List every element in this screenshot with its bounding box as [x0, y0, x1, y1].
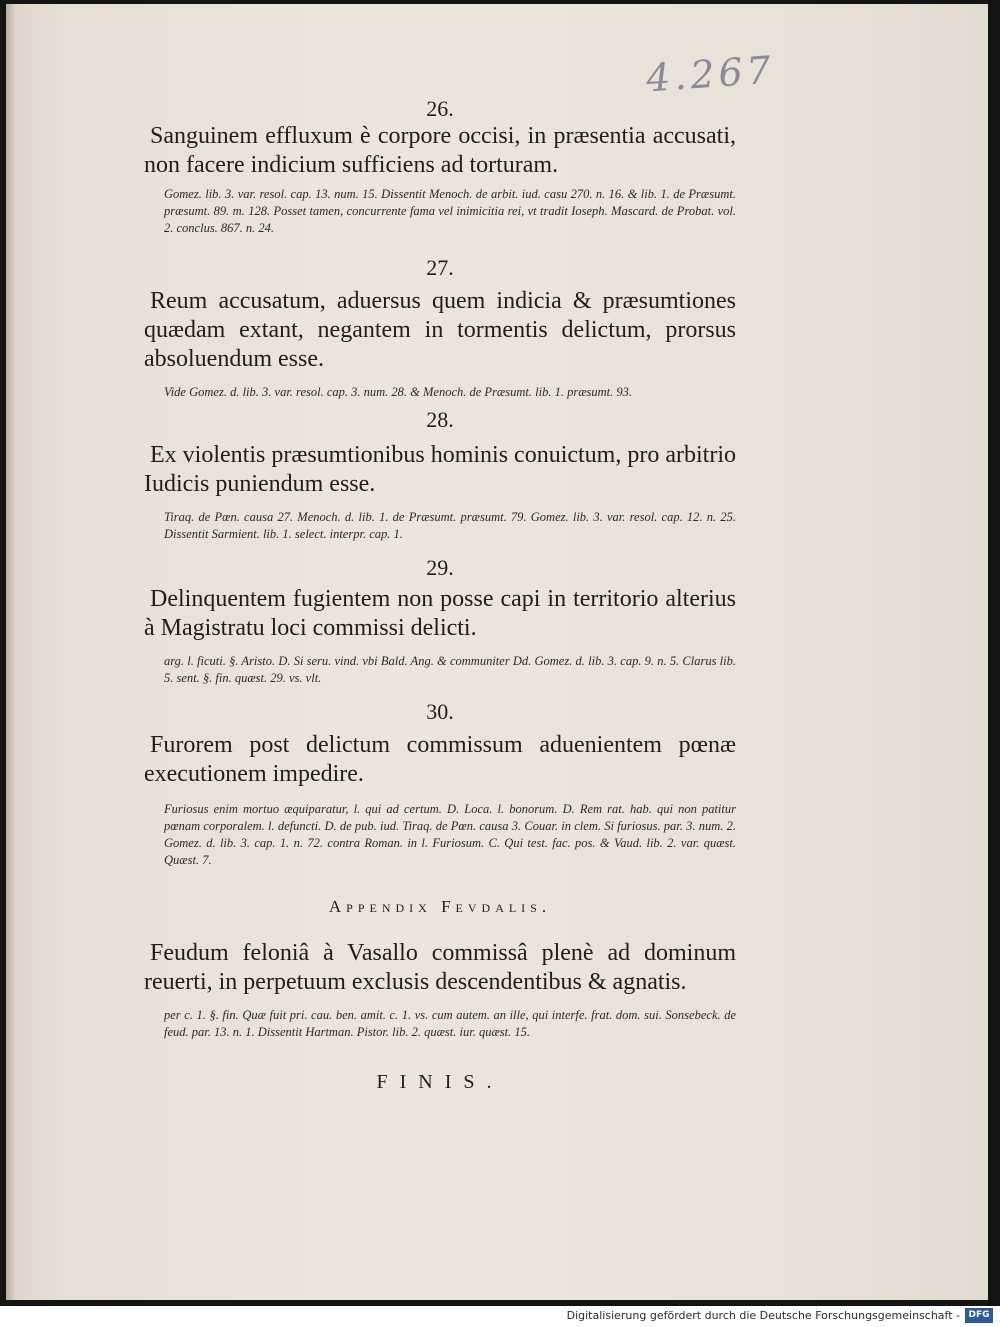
appendix-citation: per c. 1. §. fin. Quæ fuit pri. cau. ben. amit. c. 1. vs. cum autem. an ille, qui interfe. frat. dom. sui. Sonsebeck. de feud. par. 13. n. 1. Dissentit Hartman. Pistor. lib. 2. quæst. iur. quæst. 15. [164, 1008, 736, 1039]
entry-thesis: Ex violentis præsumtionibus hominis conuictum, pro arbitrio Iudicis puniendum esse. [144, 442, 736, 497]
entry-29 [144, 555, 736, 687]
entry-citation: Gomez. lib. 3. var. resol. cap. 13. num. 15. Dissentit Menoch. de arbit. iud. casu 270. n. 16. & lib. 1. de Præsumt. præsumt. 89. m. 128. Posset tamen, concurrente fama vel inimicitia rei, vt tradit Ioseph. Mascard. de Probat. vol. 2. conclus. 867. n. 24. [164, 187, 736, 235]
appendix-thesis: Feudum feloniâ à Vasallo commissâ plenè ad dominum reuerti, in perpetuum exclusis descendentibus & agnatis. [144, 940, 736, 995]
entry-number: 26. [426, 96, 454, 121]
entry-30 [144, 699, 736, 869]
entry-26 [144, 96, 736, 237]
handwritten-folio-mark: 4.267 [644, 47, 777, 101]
entry-thesis: Furorem post delictum commissum aduenientem pœnæ executionem impedire. [144, 732, 736, 787]
entry-citation: Furiosus enim mortuo æquiparatur, l. qui ad certum. D. Loca. l. bonorum. D. Rem rat. hab. qui non patitur pœnam corporalem. l. defuncti. D. de pub. iud. Tiraq. de Pœn. causa 3. Couar. in clem. Si furiosus. par. 3. num. 2. Gomez. d. lib. 3. cap. 1. n. 72. contra Roman. in l. Furiosum. C. Qui test. fac. pos. & Vaud. lib. 2. var. quæst. Quæst. 7. [164, 802, 736, 867]
entry-number: 30. [426, 699, 454, 724]
entry-28 [144, 407, 736, 543]
entry-citation: arg. l. ficuti. §. Aristo. D. Si seru. vind. vbi Bald. Ang. & communiter Dd. Gomez. d. lib. 3. cap. 9. n. 5. Clarus lib. 5. sent. §. fin. quæst. 29. vs. vlt. [164, 654, 736, 685]
appendix-title: Appendix Fevdalis. [328, 897, 552, 916]
entry-thesis: Sanguinem effluxum è corpore occisi, in præsentia accusati, non facere indicium sufficiens ad torturam. [144, 123, 736, 178]
appendix-section [144, 897, 736, 1041]
entry-citation: Tiraq. de Pœn. causa 27. Menoch. d. lib. 1. de Præsumt. præsumt. 79. Gomez. lib. 3. var. resol. cap. 12. n. 25. Dissentit Sarmient. lib. 1. select. interpr. cap. 1. [164, 510, 736, 541]
entry-number: 29. [426, 555, 454, 580]
footer-bar [0, 1306, 1000, 1327]
entry-citation: Vide Gomez. d. lib. 3. var. resol. cap. 3. num. 28. & Menoch. de Præsumt. lib. 1. præsumt. 93. [164, 385, 633, 399]
book-page [6, 4, 988, 1300]
entry-thesis: Delinquentem fugientem non posse capi in territorio alterius à Magistratu loci commissi delicti. [144, 586, 736, 641]
entry-thesis: Reum accusatum, aduersus quem indicia & præsumtiones quædam extant, negantem in tormentis delictum, prorsus absoluendum esse. [144, 288, 736, 372]
finis-mark: FINIS. [376, 1071, 504, 1093]
funding-notice[interactable]: Digitalisierung gefördert durch die Deutsche Forschungsgemeinschaft - [566, 1309, 960, 1322]
entry-number: 27. [426, 255, 454, 280]
entry-number: 28. [426, 407, 454, 432]
text-block [144, 96, 736, 1094]
entry-27 [144, 255, 736, 401]
dfg-logo-icon[interactable]: DFG [965, 1308, 993, 1323]
